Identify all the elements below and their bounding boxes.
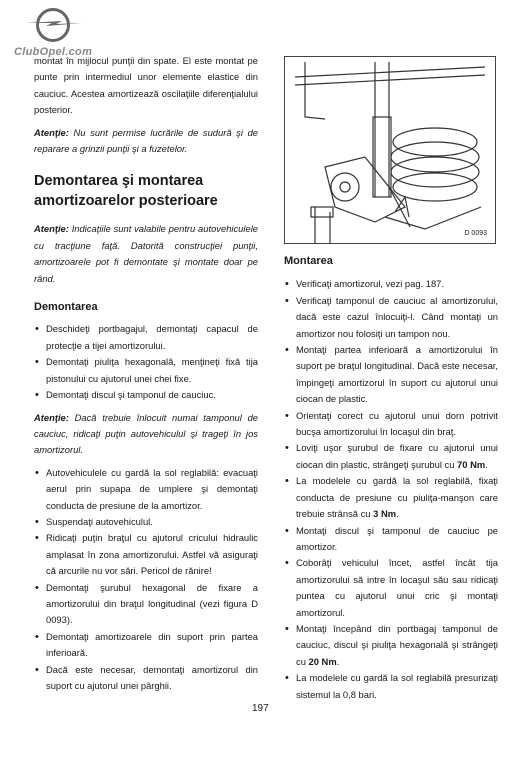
list-item: • Coborâţi vehiculul încet, astfel încât tija amortizorului să intre în locaşul său sau ridicaţi puntea cu ajutorul unui cric şi montaţi amortizorul. [284,555,498,621]
left-column [34,53,258,694]
list-item: • Ridicaţi puţin braţul cu ajutorul cricului hidraulic amplasat în zona amortizorului. Astfel vă asiguraţi că arcurile nu vor sări. Pericol de rănire! [34,530,258,579]
list-item: • Demontaţi şurubul hexagonal de fixare a amortizorului din braţul longitudinal (vezi figura D 0093). [34,580,258,629]
attention-note-2 [34,221,258,287]
intro-paragraph: montat în mijlocul punţii din spate. El este montat pe punte prin intermediul unor elemente elastice din cauciuc. Acestea amortizează oscilaţiile diferenţialului posterior. [34,55,258,116]
figure-code: D 0093 [464,230,487,237]
attention-label: Atenţie: [34,126,69,138]
list-item: • Deschideţi portbagajul, demontaţi capacul de protecţie a tijei amortizorului. [34,321,258,354]
right-column [284,253,498,703]
attention-note-1 [34,125,258,158]
attention-text: Nu sunt permise lucrările de sudură şi de reparare a grinzii punţii şi a fuzetelor. [34,126,258,155]
list-item: • La modelele cu gardă la sol reglabilă presurizaţi sistemul la 0,8 bari. [284,670,498,703]
attention-label: Atenţie: [34,411,69,423]
list-item: • La modelele cu gardă la sol reglabilă, fixaţi conducta de presiune cu piuliţa-manşon care trebuie strânsă cu 3 Nm. [284,473,498,522]
demontarea-heading: Demontarea [34,301,98,314]
list-item: • Montaţi partea inferioară a amortizorului în suport pe braţul longitudinal. Dacă este necesar, împingeţi amortizorul în suport cu ajutorul unui ciocan de plastic. [284,342,498,408]
section-title: Demontarea şi montarea amortizoarelor posterioare [34,173,218,210]
attention-text: Indicaţiile sunt valabile pentru autovehiculele cu tracţiune faţă. Datorită construcţiei punţii, amortizoarele pot fi demontate şi montate doar pe rând. [34,223,258,284]
list-item: • Loviţi uşor şurubul de fixare cu ajutorul unui ciocan din plastic, strângeţi şurubul cu 70 Nm. [284,440,498,473]
shock-absorber-figure [284,56,496,244]
list-item: • Dacă este necesar, demontaţi amortizorul din suport cu ajutorul unei pârghii. [34,662,258,695]
list-item: • Autovehiculele cu gardă la sol reglabilă: evacuaţi aerul prin supapa de umplere şi demontaţi conducta de presiune de la amortizor. [34,465,258,514]
attention-note-3 [34,410,258,459]
logo-text: ClubOpel.com [14,46,93,58]
page-number: 197 [252,703,269,714]
list-item: • Demontaţi amortizoarele din suport prin partea inferioară. [34,629,258,662]
montarea-list [284,276,498,703]
list-item: • Montaţi începând din portbagaj tamponul de cauciuc, discul şi piuliţa hexagonală şi strângeţi cu 20 Nm. [284,621,498,670]
attention-text: Dacă trebuie înlocuit numai tamponul de cauciuc, ridicaţi puţin autovehiculul şi trageţi în jos amortizorul. [34,411,258,456]
list-item: • Orientaţi corect cu ajutorul unui dorn potrivit bucşa amortizorului în locaşul din braţ. [284,408,498,441]
suspension-illustration [285,57,495,243]
list-item: • Demontaţi piuliţa hexagonală, menţineţi fixă tija pistonului cu ajutorul unei chei fixe. [34,354,258,387]
demontarea-list [34,321,258,403]
list-item: • Suspendaţi autovehiculul. [34,514,258,530]
attention-label: Atenţie: [34,223,69,235]
list-item: • Montaţi discul şi tamponul de cauciuc pe amortizor. [284,523,498,556]
montarea-heading: Montarea [284,255,333,267]
list-item: • Verificaţi tamponul de cauciuc al amortizorului, dacă este cazul înlocuiţi-l. Când montaţi un amortizor nou folosiţi un tampon nou. [284,293,498,342]
list-item: • Verificaţi amortizorul, vezi pag. 187. [284,276,498,292]
lightning-bolt-icon [26,18,82,28]
demontarea-list-2 [34,465,258,695]
list-item: • Demontaţi discul şi tamponul de cauciuc. [34,387,258,403]
